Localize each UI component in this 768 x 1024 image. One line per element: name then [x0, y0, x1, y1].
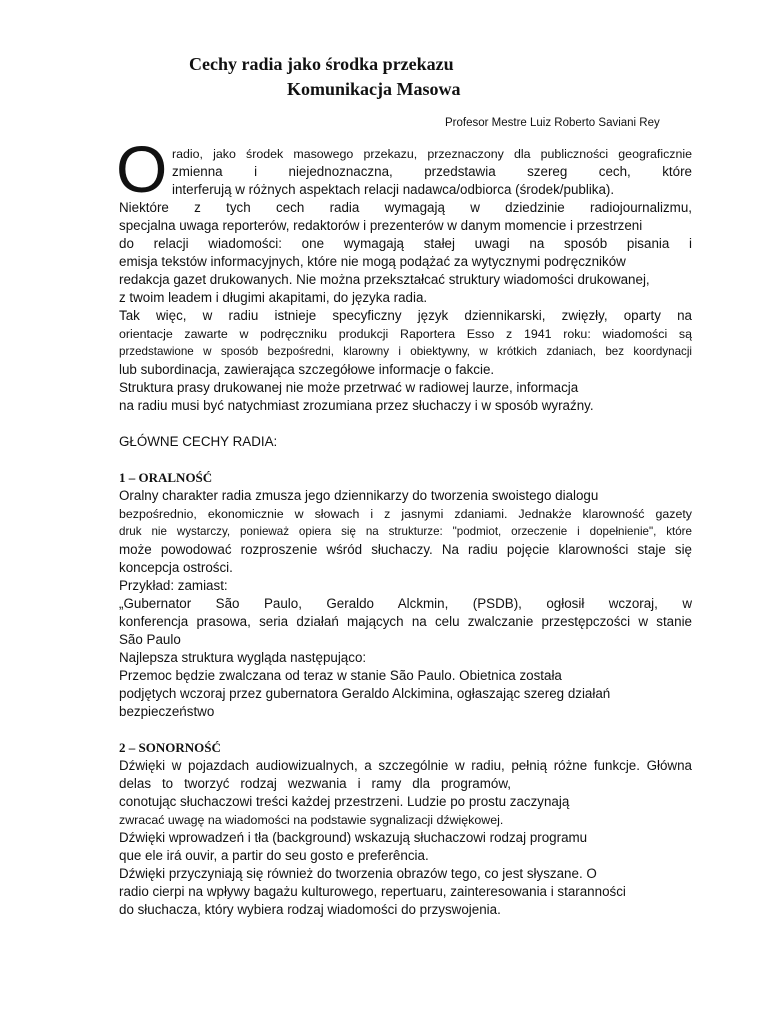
text-line: que ele irá ouvir, a partir do seu gosto e preferência. — [119, 848, 429, 863]
text-line: radio cierpi na wpływy bagażu kulturowego, repertuaru, zainteresowania i staranności — [119, 884, 626, 899]
section-heading-oralnosc: 1 – ORALNOŚĆ — [119, 470, 213, 485]
blank-line — [119, 451, 692, 469]
text-line: São Paulo — [119, 632, 181, 647]
text-line: na radiu musi być natychmiast zrozumiana przez słuchaczy i w sposób wyraźny. — [119, 398, 594, 413]
blank-line — [119, 415, 692, 433]
section-heading-sonornosc: 2 – SONORNOŚĆ — [119, 740, 221, 755]
text-line: bezpośrednio, ekonomicznie w słowach i z jasnymi zdaniami. Jednakże klarowność gazety — [119, 507, 692, 521]
text-line: radio, jako środek masowego przekazu, przeznaczony dla publiczności geograficznie — [172, 147, 692, 161]
text-line: emisja tekstów informacyjnych, które nie mogą podążać za wytycznymi podręczników — [119, 254, 626, 269]
text-line: zmienna i niejednoznaczna, przedstawia szereg cech, które — [172, 164, 692, 179]
text-line: podjętych wczoraj przez gubernatora Geraldo Alckimina, ogłaszając szereg działań — [119, 686, 611, 701]
text-line: Najlepsza struktura wygląda następująco: — [119, 650, 367, 665]
text-line: specjalna uwaga reporterów, redaktorów i prezenterów w danym momencie i przestrzeni — [119, 218, 643, 233]
text-line: Przykład: zamiast: — [119, 578, 228, 593]
text-line: przedstawione w sposób bezpośredni, klarowny i obiektywny, w krótkich zdaniach, bez koordynacji — [119, 345, 692, 358]
text-line: Dźwięki przyczyniają się również do tworzenia obrazów tego, co jest słyszane. O — [119, 866, 597, 881]
text-line: Przemoc będzie zwalczana od teraz w stanie São Paulo. Obietnica została — [119, 668, 562, 683]
text-line: Niektóre z tych cech radia wymagają w dziedzinie radiojournalizmu, — [119, 200, 692, 215]
text-line: orientacje zawarte w podręczniku produkcji Raportera Esso z 1941 roku: wiadomości są — [119, 327, 692, 341]
text-line: Dźwięki w pojazdach audiowizualnych, a szczególnie w radiu, pełnią różne funkcje. Główna — [119, 758, 692, 773]
text-line: conotując słuchaczowi treści każdej przestrzeni. Ludzie po prostu zaczynają — [119, 794, 570, 809]
text-line: delas to tworzyć rodzaj wezwania i ramy dla programów, — [119, 776, 511, 791]
drop-cap: O — [116, 132, 168, 206]
text-line: może powodować rozproszenie wśród słuchaczy. Na radiu pojęcie klarowności staje się — [119, 542, 692, 557]
text-line: druk nie wystarczy, ponieważ opiera się na strukturze: "podmiot, orzeczenie i dopełnienie", które — [119, 525, 692, 538]
document-subtitle: Komunikacja Masowa — [287, 79, 461, 99]
text-line: lub subordinacja, zawierająca szczegółowe informacje o fakcie. — [119, 362, 495, 377]
text-line: Dźwięki wprowadzeń i tła (background) wskazują słuchaczowi rodzaj programu — [119, 830, 588, 845]
text-line: Tak więc, w radiu istnieje specyficzny język dziennikarski, zwięzły, oparty na — [119, 308, 692, 323]
blank-line — [119, 721, 692, 739]
document-title: Cechy radia jako środka przekazu — [189, 54, 454, 74]
document-body — [119, 145, 692, 919]
text-line: „Gubernator São Paulo, Geraldo Alckmin, (PSDB), ogłosił wczoraj, w — [119, 596, 692, 611]
text-line: do słuchacza, który wybiera rodzaj wiadomości do przyswojenia. — [119, 902, 501, 917]
text-line: interferują w różnych aspektach relacji nadawca/odbiorca (środek/publika). — [172, 182, 615, 197]
text-line: Oralny charakter radia zmusza jego dziennikarzy do tworzenia swoistego dialogu — [119, 488, 599, 503]
text-line: Struktura prasy drukowanej nie może przetrwać w radiowej laurze, informacja — [119, 380, 579, 395]
author-line: Profesor Mestre Luiz Roberto Saviani Rey — [445, 117, 660, 129]
text-line: zwracać uwagę na wiadomości na podstawie sygnalizacji dźwiękowej. — [119, 813, 504, 827]
text-line: do relacji wiadomości: one wymagają stałej uwagi na sposób pisania i — [119, 236, 692, 251]
text-line: konferencja prasowa, seria działań mających na celu zwalczanie przestępczości w stanie — [119, 614, 692, 629]
text-line: bezpieczeństwo — [119, 704, 215, 719]
text-line: z twoim leadem i długimi akapitami, do języka radia. — [119, 290, 428, 305]
text-line: redakcja gazet drukowanych. Nie można przekształcać struktury wiadomości drukowanej, — [119, 272, 650, 287]
section-heading-list: GŁÓWNE CECHY RADIA: — [119, 434, 278, 449]
text-line: koncepcja ostrości. — [119, 560, 233, 575]
